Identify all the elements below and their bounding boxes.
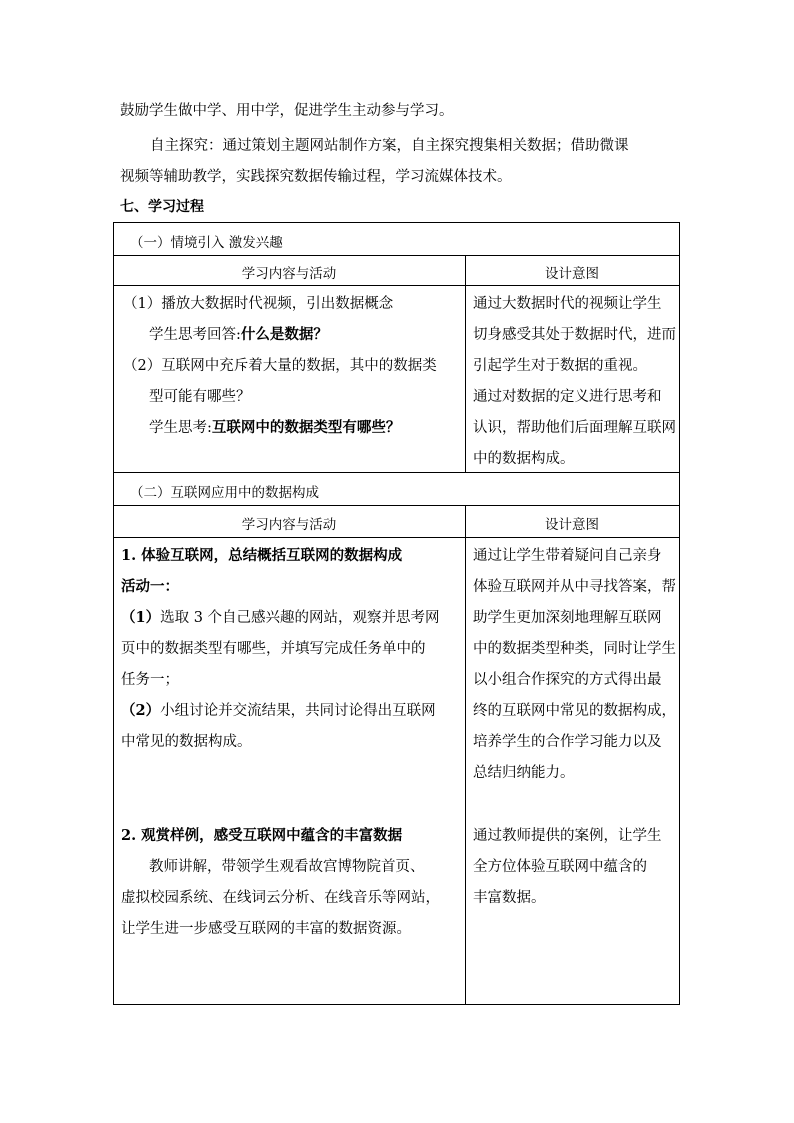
intro-line-3: 视频等辅助教学，实践探究数据传输过程，学习流媒体技术。 <box>120 169 512 185</box>
column-divider <box>465 505 466 1005</box>
table-border-right <box>679 222 680 1005</box>
table-divider <box>113 255 680 256</box>
intro-line-2: 自主探究：通过策划主题网站制作方案，自主探究搜集相关数据；借助微课 <box>150 138 629 154</box>
section2-activity-heading: 2. 观赏样例，感受互联网中蕴含的丰富数据 <box>121 827 403 844</box>
section2-intent-line: 体验互联网并从中寻找答案，帮 <box>473 579 676 595</box>
section2-intent-line: 通过教师提供的案例，让学生 <box>473 828 662 844</box>
table-border-left <box>113 222 114 1005</box>
section1-activity-line: （2）互联网中充斥着大量的数据，其中的数据类 <box>123 358 437 374</box>
section2-activity-line: 任务一； <box>121 672 179 688</box>
intro-line-1: 鼓励学生做中学、用中学，促进学生主动参与学习。 <box>120 103 454 119</box>
section1-activity-line: （1）播放大数据时代视频，引出数据概念 <box>123 296 394 312</box>
section2-activity-line: 虚拟校园系统、在线词云分析、在线音乐等网站， <box>121 890 440 906</box>
section1-question: 互联网中的数据类型有哪些？ <box>211 419 401 436</box>
section2-activity-heading: 1. 体验互联网，总结概括互联网的数据构成 <box>121 547 403 564</box>
table-divider <box>113 472 680 473</box>
step-text: 选取 3 个自己感兴趣的网站，观察并思考网 <box>160 610 440 626</box>
section1-intent-line: 通过大数据时代的视频让学生 <box>473 296 662 312</box>
section2-activity-line: 页中的数据类型有哪些，并填写完成任务单中的 <box>121 641 426 657</box>
section1-prompt: 学生思考: <box>149 420 212 436</box>
section2-intent-line: 终的互联网中常见的数据构成， <box>473 703 676 719</box>
section1-intent-line: 中的数据构成。 <box>473 451 575 467</box>
section1-question: 什么是数据？ <box>240 326 328 343</box>
step-number: （2） <box>121 702 161 719</box>
table-border-bottom <box>113 1004 680 1005</box>
section1-activity-line: 型可能有哪些？ <box>149 389 251 405</box>
table-divider <box>113 505 680 506</box>
section-heading: 七、学习过程 <box>120 199 204 215</box>
section2-intent-line: 丰富数据。 <box>473 890 546 906</box>
section1-intent-line: 通过对数据的定义进行思考和 <box>473 389 662 405</box>
learning-process-table <box>113 222 680 1005</box>
section1-intent-line: 认识，帮助他们后面理解互联网 <box>473 420 676 436</box>
section2-intent-line: 以小组合作探究的方式得出最 <box>473 672 662 688</box>
table-divider <box>113 285 680 286</box>
section2-activity-label: 活动一： <box>121 578 179 595</box>
section2-activity-line: 让学生进一步感受互联网的丰富的数据资源。 <box>121 921 411 937</box>
section2-activity-line: 教师讲解，带领学生观看故宫博物院首页、 <box>149 859 425 875</box>
section1-activity-line <box>149 323 328 344</box>
step-text: 小组讨论并交流结果，共同讨论得出互联网 <box>160 703 436 719</box>
section1-col1-header: 学习内容与活动 <box>241 266 337 282</box>
section1-activity-line <box>149 416 400 437</box>
section1-intent-line: 引起学生对于数据的重视。 <box>473 358 647 374</box>
section2-intent-line: 通过让学生带着疑问自己亲身 <box>473 548 662 564</box>
section2-col1-header: 学习内容与活动 <box>241 517 337 533</box>
section2-title: （二）互联网应用中的数据构成 <box>130 485 319 501</box>
section2-intent-line: 培养学生的合作学习能力以及 <box>473 734 662 750</box>
step-number: （1） <box>121 609 161 626</box>
section1-prompt: 学生思考回答: <box>149 327 241 343</box>
section2-col2-header: 设计意图 <box>545 517 599 533</box>
section2-activity-line <box>121 606 440 627</box>
section1-title: （一）情境引入 激发兴趣 <box>130 235 283 251</box>
section2-activity-line: 中常见的数据构成。 <box>121 734 252 750</box>
column-divider <box>465 255 466 472</box>
section2-activity-line <box>121 699 436 720</box>
section1-col2-header: 设计意图 <box>545 266 599 282</box>
table-divider <box>113 537 680 538</box>
table-border-top <box>113 222 680 223</box>
section2-intent-line: 中的数据类型种类，同时让学生 <box>473 641 676 657</box>
section2-intent-line: 全方位体验互联网中蕴含的 <box>473 859 647 875</box>
section1-intent-line: 切身感受其处于数据时代，进而 <box>473 327 676 343</box>
section2-intent-line: 助学生更加深刻地理解互联网 <box>473 610 662 626</box>
section2-intent-line: 总结归纳能力。 <box>473 765 575 781</box>
